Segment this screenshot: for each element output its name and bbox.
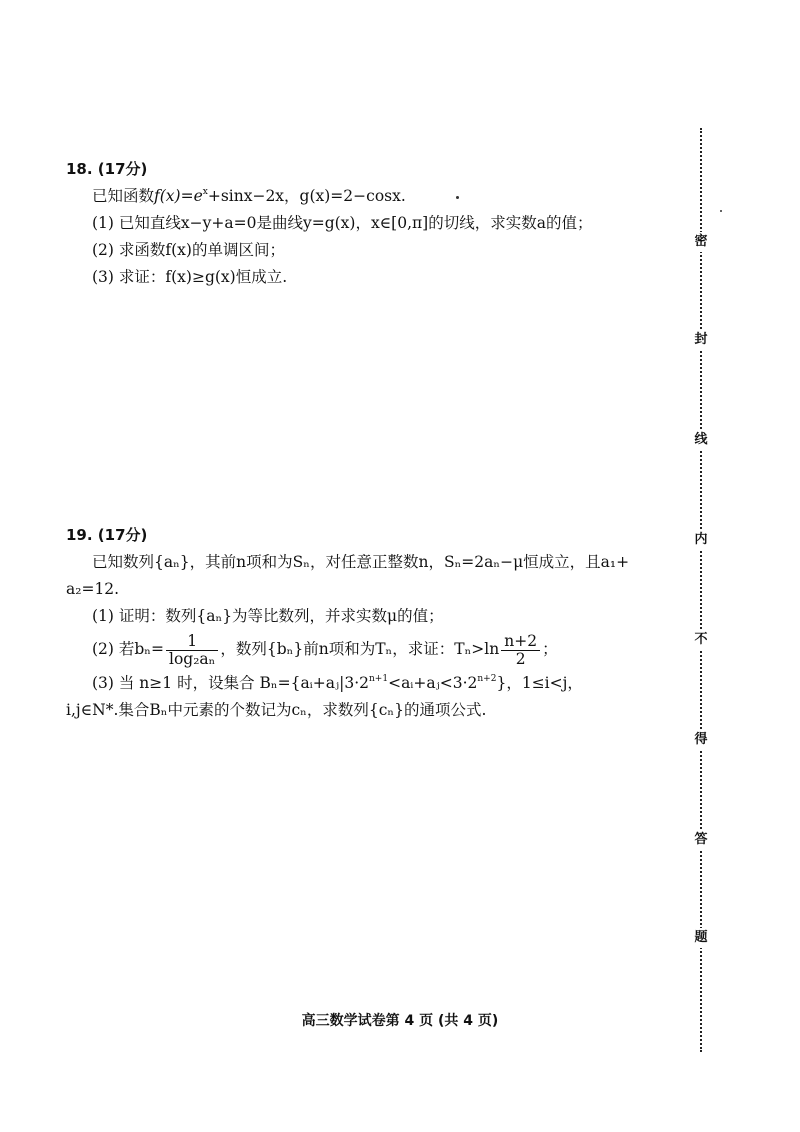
seal-char: 封 [691, 330, 711, 350]
question-18-part-3: (3) 求证：f(x)≥g(x)恒成立. [92, 268, 288, 286]
scan-speck [720, 210, 722, 212]
question-18-header: 18. (17分) [66, 160, 148, 178]
seal-char: 不 [691, 630, 711, 650]
fraction-denominator: 2 [515, 649, 526, 668]
part-3-text-middle: <aᵢ+aⱼ<3·2 [388, 674, 478, 692]
part-3-text: (3) 当 n≥1 时，设集合 Bₙ={aᵢ+aⱼ|3·2 [92, 674, 369, 692]
seal-char: 密 [691, 232, 711, 252]
question-19-part-2 [66, 630, 656, 668]
intro-formula-rest: +sinx−2x，g(x)=2−cosx. [207, 187, 406, 205]
intro-exponent: x [202, 187, 208, 197]
question-18-part-2: (2) 求函数f(x)的单调区间； [92, 241, 285, 259]
question-19-part-3 [66, 670, 656, 697]
seal-char: 答 [691, 830, 711, 850]
exponent: n+1 [369, 674, 389, 684]
intro-formula: f(x)=e [154, 187, 203, 205]
intro-text: 已知函数 [92, 187, 155, 205]
part-2-text-middle: ，数列{bₙ}前n项和为Tₙ，求证：Tₙ>ln [220, 640, 500, 658]
question-18-intro [66, 183, 656, 210]
part-2-text-end: ； [542, 640, 558, 658]
question-19 [66, 522, 656, 724]
fraction-ln-argument [501, 633, 540, 668]
scan-speck [456, 196, 459, 199]
seal-dotted-line [700, 128, 702, 1052]
question-19-intro-line-2: a₂=12. [66, 580, 120, 598]
question-19-intro-line-1: 已知数列{aₙ}，其前n项和为Sₙ，对任意正整数n，Sₙ=2aₙ−μ恒成立，且a₁+ [92, 553, 630, 571]
seal-char: 得 [691, 730, 711, 750]
question-19-part-3-line-2: i,j∈N*.集合Bₙ中元素的个数记为cₙ，求数列{cₙ}的通项公式. [66, 701, 487, 719]
seal-char: 内 [691, 530, 711, 550]
seal-line [694, 128, 708, 1052]
question-19-header: 19. (17分) [66, 526, 148, 544]
fraction-numerator: 1 [166, 633, 218, 651]
fraction-denominator: log₂aₙ [169, 649, 216, 668]
question-18 [66, 156, 656, 291]
page-footer: 高三数学试卷第 4 页 (共 4 页) [301, 1013, 499, 1029]
question-18-part-1: (1) 已知直线x−y+a=0是曲线y=g(x)，x∈[0,π]的切线，求实数a的值； [92, 214, 593, 232]
exponent: n+2 [477, 674, 497, 684]
seal-char: 线 [691, 430, 711, 450]
seal-char: 题 [691, 928, 711, 948]
part-2-text: (2) 若bₙ= [92, 640, 164, 658]
part-3-text-end: }，1≤i<j， [496, 674, 583, 692]
question-19-part-1: (1) 证明：数列{aₙ}为等比数列，并求实数μ的值； [92, 607, 444, 625]
fraction-numerator: n+2 [501, 633, 540, 651]
fraction-b-n [166, 633, 218, 668]
